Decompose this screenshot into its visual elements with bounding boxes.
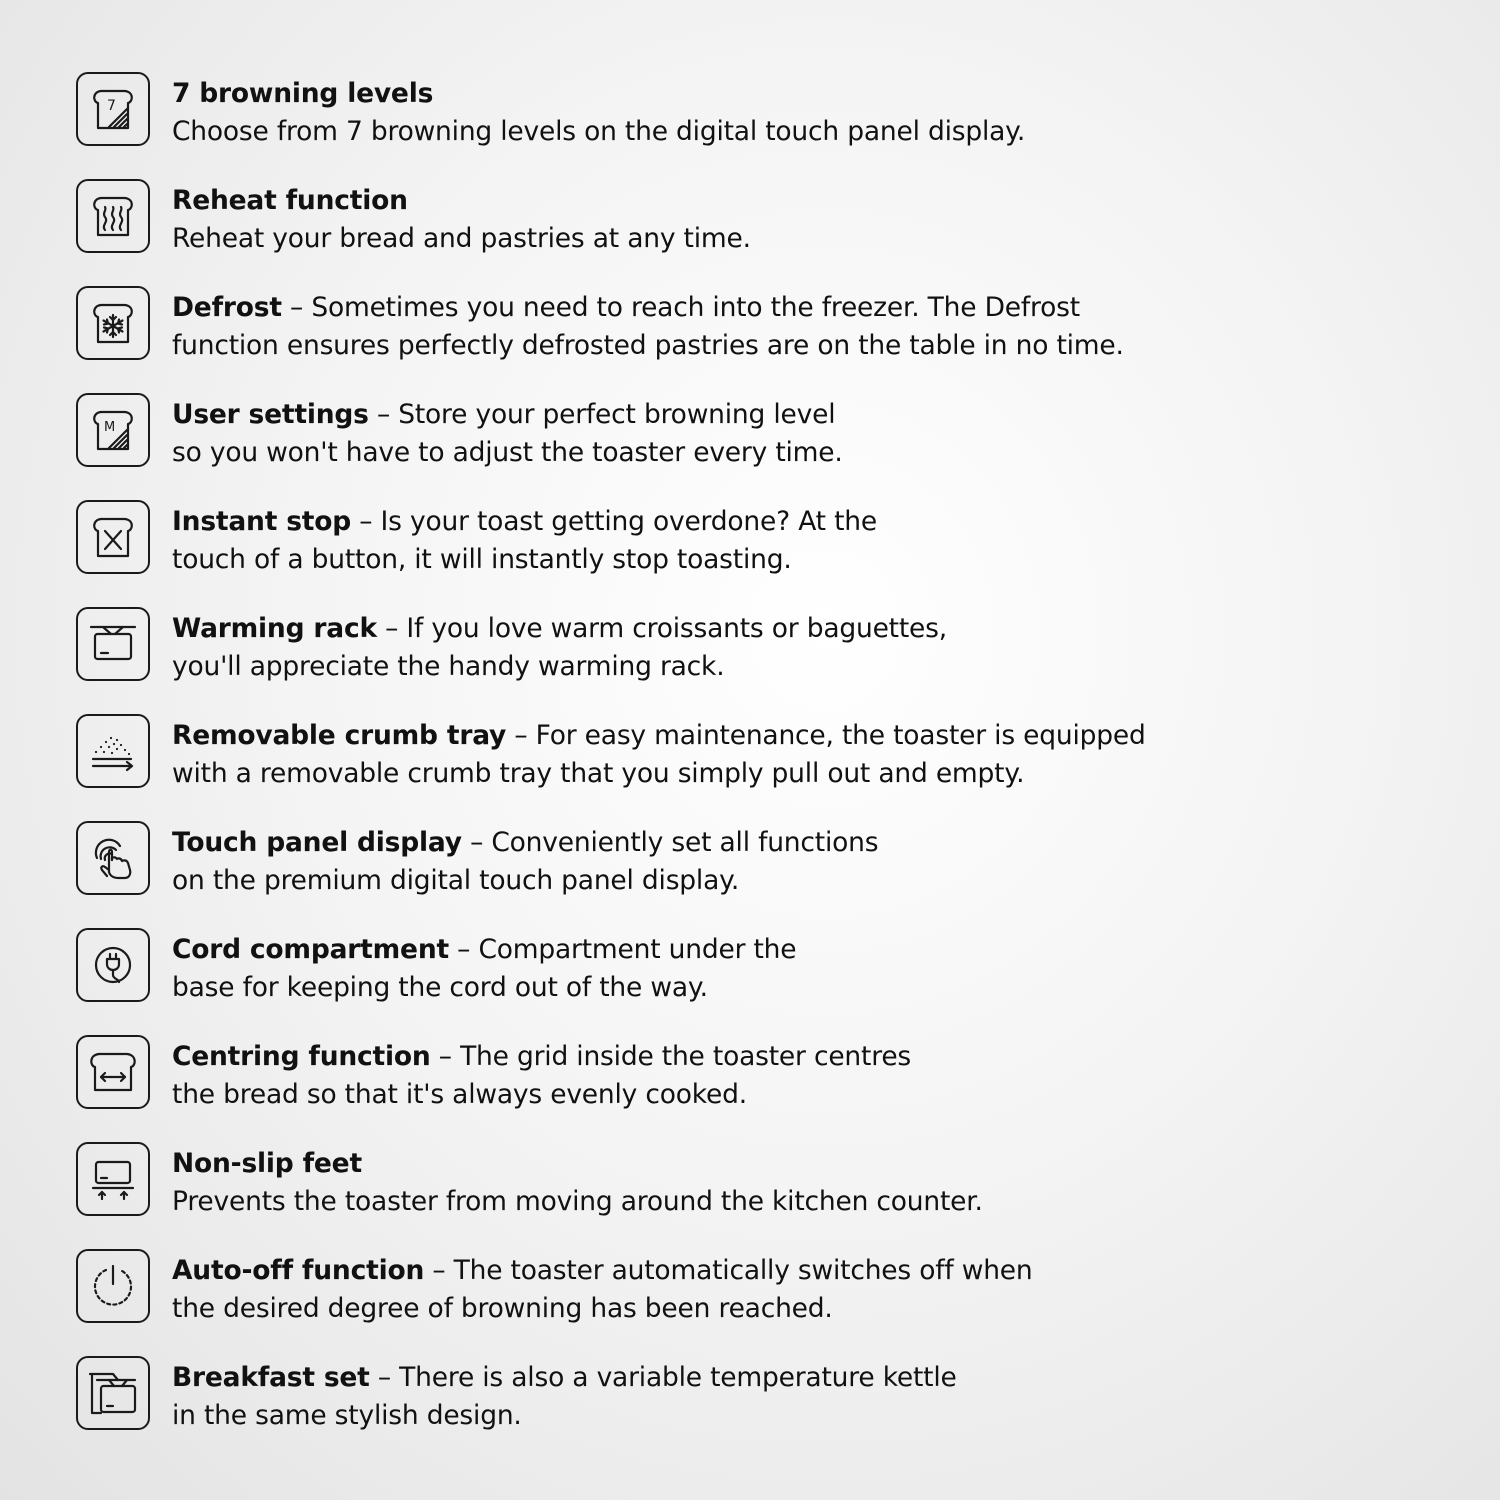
feature-first-line bbox=[172, 1145, 983, 1183]
breakfast-set-icon bbox=[76, 1356, 150, 1430]
feature-title: Warming rack bbox=[172, 613, 377, 644]
user-settings-icon-label: M bbox=[104, 420, 116, 435]
feature-separator: – bbox=[506, 720, 536, 751]
feature-description: with a removable crumb tray that you simply pull out and empty. bbox=[172, 758, 1025, 789]
feature-item bbox=[76, 1249, 1456, 1356]
feature-first-line bbox=[172, 1038, 911, 1076]
instant-stop-icon bbox=[76, 500, 150, 574]
touch-panel-icon bbox=[76, 821, 150, 895]
feature-text bbox=[172, 1145, 983, 1221]
feature-title: 7 browning levels bbox=[172, 78, 434, 109]
feature-description: touch of a button, it will instantly stop toasting. bbox=[172, 544, 792, 575]
feature-first-line bbox=[172, 931, 796, 969]
feature-separator: – bbox=[376, 613, 407, 644]
feature-title: User settings bbox=[172, 399, 369, 430]
feature-description-start: Conveniently set all functions bbox=[491, 827, 879, 858]
feature-item bbox=[76, 1035, 1456, 1142]
feature-description: Prevents the toaster from moving around the kitchen counter. bbox=[172, 1186, 983, 1217]
feature-text bbox=[172, 182, 751, 258]
feature-first-line bbox=[172, 75, 1025, 113]
feature-title: Reheat function bbox=[172, 185, 408, 216]
feature-title: Removable crumb tray bbox=[172, 720, 507, 751]
feature-text bbox=[172, 1359, 957, 1435]
browning-levels-icon-label: 7 bbox=[107, 98, 116, 114]
feature-list bbox=[76, 72, 1456, 1463]
feature-description-start: Is your toast getting overdone? At the bbox=[380, 506, 877, 537]
feature-text bbox=[172, 396, 843, 472]
feature-item bbox=[76, 72, 1456, 179]
feature-item bbox=[76, 286, 1456, 393]
feature-first-line bbox=[172, 610, 947, 648]
feature-description: you'll appreciate the handy warming rack. bbox=[172, 651, 725, 682]
feature-item bbox=[76, 500, 1456, 607]
feature-description: the bread so that it's always evenly cooked. bbox=[172, 1079, 747, 1110]
feature-title: Touch panel display bbox=[172, 827, 462, 858]
warming-rack-icon bbox=[76, 607, 150, 681]
crumb-tray-icon bbox=[76, 714, 150, 788]
feature-description-start: The toaster automatically switches off when bbox=[453, 1255, 1033, 1286]
non-slip-feet-icon bbox=[76, 1142, 150, 1216]
feature-separator: – bbox=[424, 1255, 454, 1286]
feature-text bbox=[172, 289, 1124, 365]
feature-description-start: For easy maintenance, the toaster is equipped bbox=[535, 720, 1146, 751]
feature-description: in the same stylish design. bbox=[172, 1400, 522, 1431]
feature-description: on the premium digital touch panel display. bbox=[172, 865, 740, 896]
feature-description: function ensures perfectly defrosted pastries are on the table in no time. bbox=[172, 330, 1124, 361]
feature-title: Auto-off function bbox=[172, 1255, 425, 1286]
auto-off-icon bbox=[76, 1249, 150, 1323]
feature-first-line bbox=[172, 396, 843, 434]
feature-text bbox=[172, 503, 877, 579]
feature-description-start: Sometimes you need to reach into the freezer. The Defrost bbox=[311, 292, 1080, 323]
feature-separator: – bbox=[461, 827, 492, 858]
feature-separator: – bbox=[351, 506, 381, 537]
feature-separator: – bbox=[430, 1041, 461, 1072]
feature-description-start: Store your perfect browning level bbox=[398, 399, 836, 430]
feature-item bbox=[76, 928, 1456, 1035]
feature-description: so you won't have to adjust the toaster every time. bbox=[172, 437, 843, 468]
feature-text bbox=[172, 717, 1146, 793]
feature-description-start: The grid inside the toaster centres bbox=[460, 1041, 912, 1072]
feature-first-line bbox=[172, 289, 1124, 327]
feature-title: Instant stop bbox=[172, 506, 352, 537]
feature-first-line bbox=[172, 1359, 957, 1397]
feature-item bbox=[76, 179, 1456, 286]
feature-text bbox=[172, 1252, 1033, 1328]
feature-separator: – bbox=[281, 292, 312, 323]
feature-title: Defrost bbox=[172, 292, 282, 323]
feature-separator: – bbox=[369, 1362, 400, 1393]
feature-description-start: Compartment under the bbox=[478, 934, 797, 965]
feature-text bbox=[172, 75, 1025, 151]
feature-title: Non-slip feet bbox=[172, 1148, 362, 1179]
cord-compartment-icon bbox=[76, 928, 150, 1002]
feature-separator: – bbox=[368, 399, 399, 430]
feature-description-start: There is also a variable temperature kettle bbox=[399, 1362, 957, 1393]
feature-first-line bbox=[172, 503, 877, 541]
feature-first-line bbox=[172, 1252, 1033, 1290]
browning-levels-icon bbox=[76, 72, 150, 146]
defrost-icon bbox=[76, 286, 150, 360]
feature-description-start: If you love warm croissants or baguettes, bbox=[406, 613, 947, 644]
feature-title: Breakfast set bbox=[172, 1362, 370, 1393]
feature-title: Cord compartment bbox=[172, 934, 449, 965]
user-settings-icon bbox=[76, 393, 150, 467]
feature-text bbox=[172, 931, 796, 1007]
feature-text bbox=[172, 610, 947, 686]
feature-item bbox=[76, 714, 1456, 821]
feature-text bbox=[172, 1038, 911, 1114]
feature-description: base for keeping the cord out of the way. bbox=[172, 972, 708, 1003]
feature-description: Reheat your bread and pastries at any time. bbox=[172, 223, 751, 254]
feature-item bbox=[76, 821, 1456, 928]
feature-description: Choose from 7 browning levels on the digital touch panel display. bbox=[172, 116, 1026, 147]
feature-first-line bbox=[172, 182, 751, 220]
feature-item bbox=[76, 607, 1456, 714]
feature-item bbox=[76, 1356, 1456, 1463]
reheat-icon bbox=[76, 179, 150, 253]
feature-title: Centring function bbox=[172, 1041, 431, 1072]
centring-icon bbox=[76, 1035, 150, 1109]
feature-first-line bbox=[172, 717, 1146, 755]
feature-text bbox=[172, 824, 878, 900]
feature-first-line bbox=[172, 824, 878, 862]
feature-item bbox=[76, 393, 1456, 500]
feature-description: the desired degree of browning has been reached. bbox=[172, 1293, 833, 1324]
feature-item bbox=[76, 1142, 1456, 1249]
feature-separator: – bbox=[448, 934, 479, 965]
